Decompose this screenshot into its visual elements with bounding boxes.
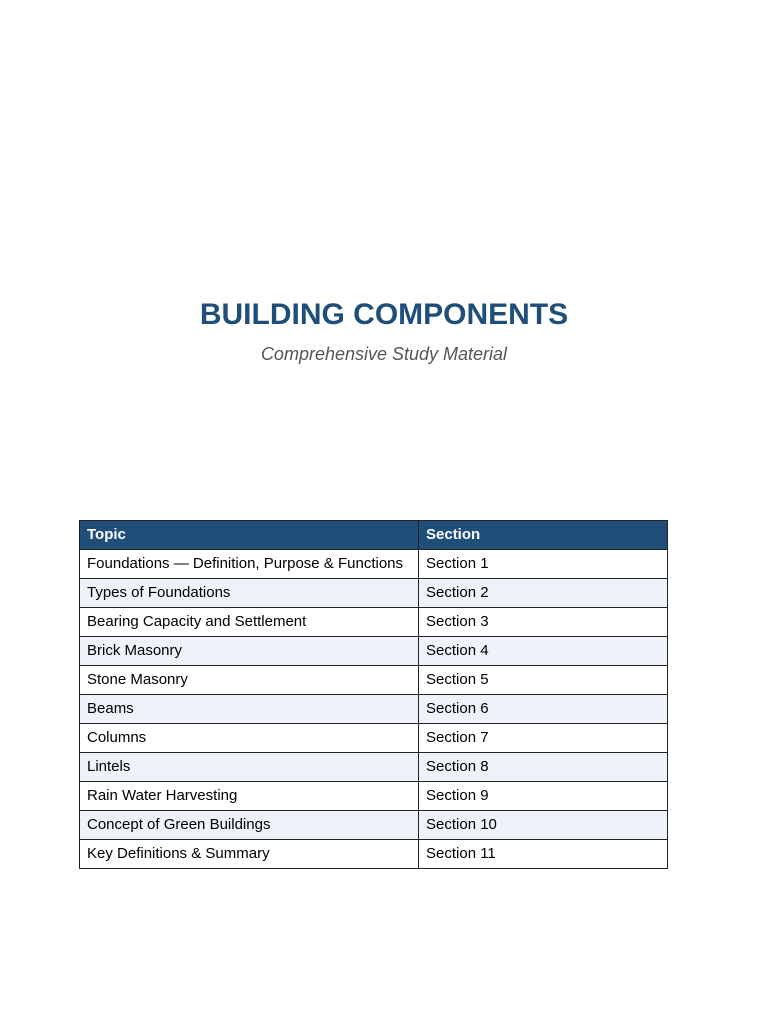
- table-row: [80, 608, 668, 637]
- section-cell: Section 6: [419, 695, 668, 724]
- topic-cell: Bearing Capacity and Settlement: [80, 608, 419, 637]
- topic-cell: Stone Masonry: [80, 666, 419, 695]
- table-row: [80, 579, 668, 608]
- topic-cell: Lintels: [80, 753, 419, 782]
- table-header-row: [80, 521, 668, 550]
- section-cell: Section 10: [419, 811, 668, 840]
- table-row: [80, 666, 668, 695]
- section-cell: Section 9: [419, 782, 668, 811]
- table-row: [80, 550, 668, 579]
- topic-cell: Columns: [80, 724, 419, 753]
- topic-cell: Types of Foundations: [80, 579, 419, 608]
- table-row: [80, 753, 668, 782]
- section-cell: Section 11: [419, 840, 668, 869]
- section-cell: Section 5: [419, 666, 668, 695]
- topic-cell: Concept of Green Buildings: [80, 811, 419, 840]
- column-header-topic: Topic: [80, 521, 419, 550]
- table-row: [80, 695, 668, 724]
- topic-cell: Beams: [80, 695, 419, 724]
- table-row: [80, 724, 668, 753]
- section-cell: Section 1: [419, 550, 668, 579]
- topic-cell: Foundations — Definition, Purpose & Functions: [80, 550, 419, 579]
- topic-cell: Key Definitions & Summary: [80, 840, 419, 869]
- table-row: [80, 840, 668, 869]
- table-of-contents: [79, 520, 668, 869]
- document-title: BUILDING COMPONENTS: [199, 298, 569, 331]
- table-row: [80, 637, 668, 666]
- section-cell: Section 8: [419, 753, 668, 782]
- document-subtitle: Comprehensive Study Material: [260, 344, 508, 364]
- topic-cell: Brick Masonry: [80, 637, 419, 666]
- topic-cell: Rain Water Harvesting: [80, 782, 419, 811]
- table-row: [80, 782, 668, 811]
- section-cell: Section 3: [419, 608, 668, 637]
- column-header-section: Section: [419, 521, 668, 550]
- section-cell: Section 7: [419, 724, 668, 753]
- section-cell: Section 4: [419, 637, 668, 666]
- table-row: [80, 811, 668, 840]
- section-cell: Section 2: [419, 579, 668, 608]
